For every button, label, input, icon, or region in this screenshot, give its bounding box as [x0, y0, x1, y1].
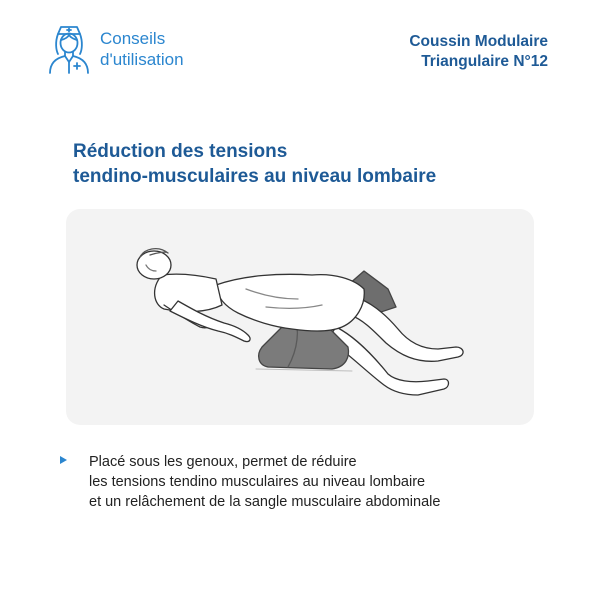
bullet-line-2: les tensions tendino musculaires au niveau lombaire — [89, 474, 426, 490]
bullet-line-3: et un relâchement de la sangle musculaire abdominale — [89, 494, 441, 510]
brand — [46, 24, 184, 74]
product-name-line-1: Coussin Modulaire — [409, 33, 548, 50]
brand-title — [100, 28, 184, 70]
brand-title-line-1: Conseils — [100, 29, 166, 48]
product-name — [409, 32, 548, 72]
section-heading — [73, 139, 436, 189]
brand-title-line-2: d'utilisation — [100, 50, 184, 69]
nurse-icon — [46, 24, 92, 74]
product-name-line-2: Triangulaire N°12 — [421, 53, 548, 70]
usage-bullet — [60, 452, 540, 512]
section-heading-line-2: tendino-musculaires au niveau lombaire — [73, 166, 437, 187]
bullet-text — [89, 452, 440, 512]
person-lying-with-knee-cushion-illustration — [66, 209, 534, 425]
triangle-bullet-icon — [60, 456, 67, 464]
bullet-line-1: Placé sous les genoux, permet de réduire — [89, 454, 357, 470]
section-heading-line-1: Réduction des tensions — [73, 141, 288, 162]
illustration-panel — [66, 209, 534, 425]
